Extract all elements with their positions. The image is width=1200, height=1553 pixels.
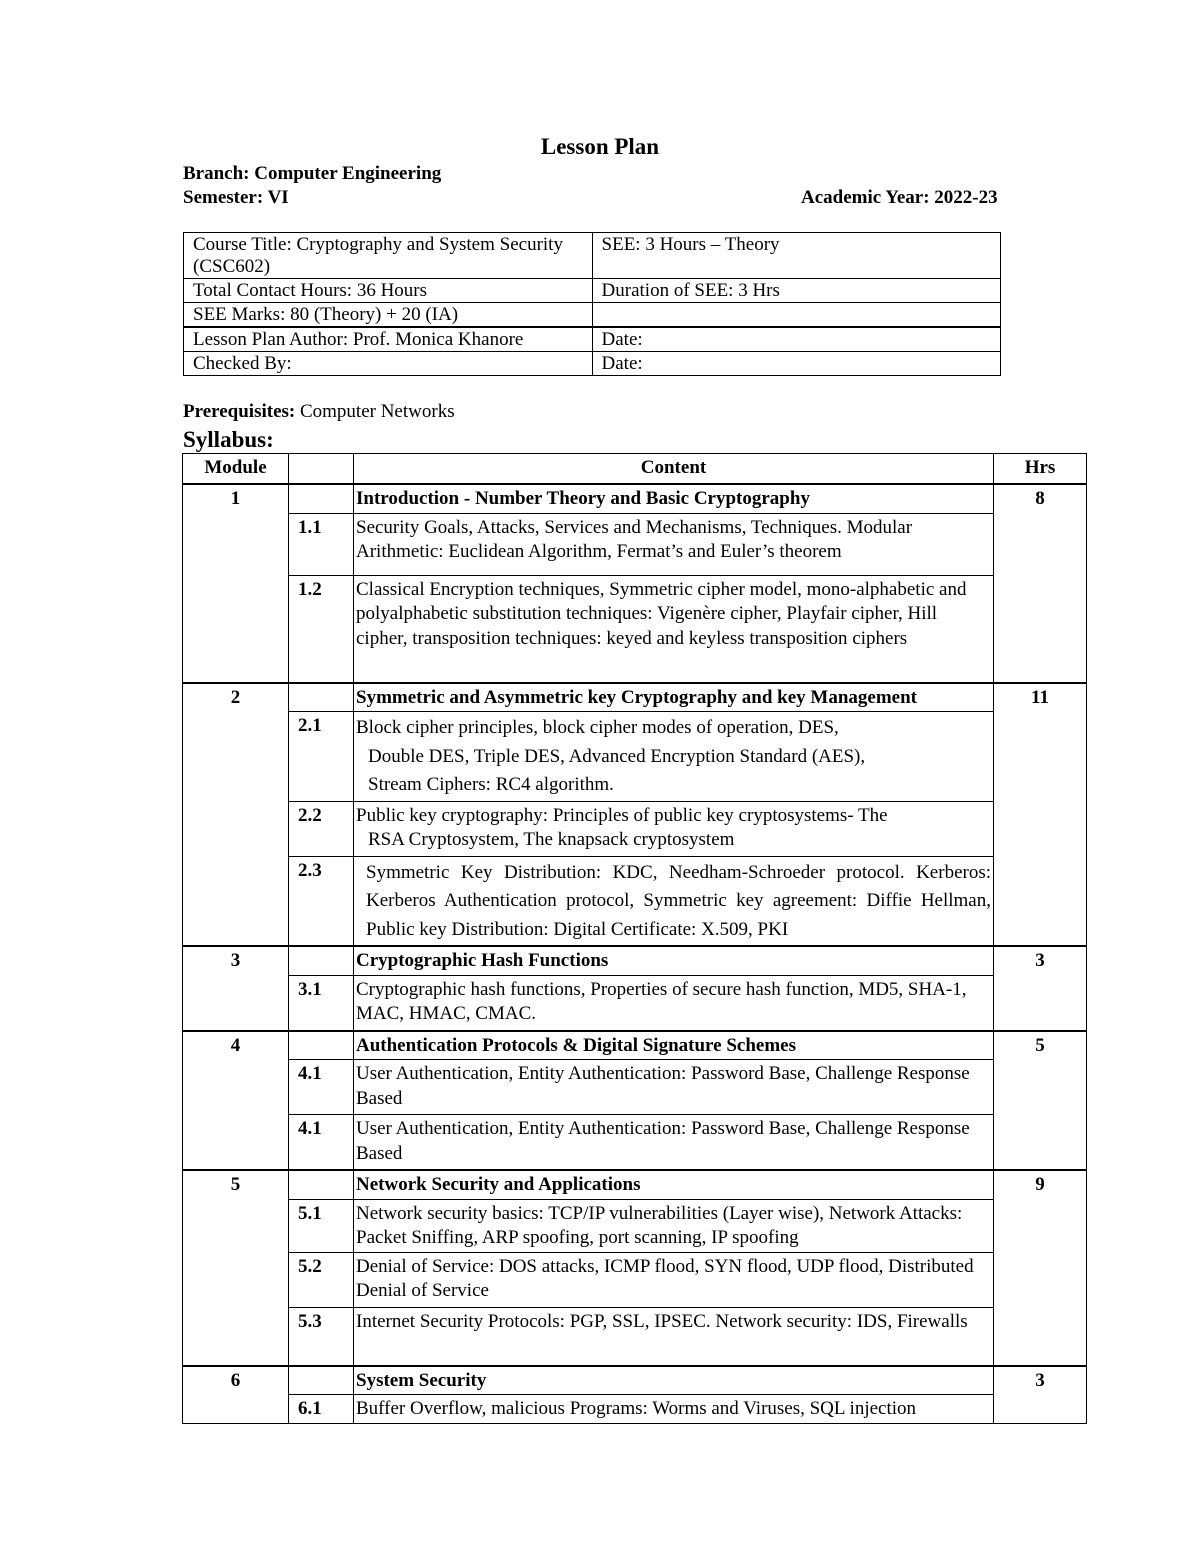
- syllabus-heading: Syllabus:: [183, 427, 274, 452]
- empty-cell: [592, 303, 1000, 328]
- topic-text: User Authentication, Entity Authentication: Password Base, Challenge Response Based: [354, 1115, 994, 1171]
- module-title: Cryptographic Hash Functions: [354, 946, 994, 975]
- topic-line: Stream Ciphers: RC4 algorithm.: [368, 774, 614, 795]
- author-date-cell: Date:: [592, 327, 1000, 352]
- module-title: System Security: [354, 1366, 994, 1395]
- module-number: 2: [183, 683, 289, 947]
- module-hours: 3: [994, 946, 1087, 1031]
- page-title: Lesson Plan: [540, 134, 660, 159]
- topic-text: Buffer Overflow, malicious Programs: Worms and Viruses, SQL injection: [354, 1395, 994, 1424]
- module-hours: 3: [994, 1366, 1087, 1424]
- topic-line: RSA Cryptosystem, The knapsack cryptosystem: [368, 829, 735, 850]
- see-cell: SEE: 3 Hours – Theory: [592, 233, 1000, 279]
- module-number: 6: [183, 1366, 289, 1424]
- duration-cell: Duration of SEE: 3 Hrs: [592, 279, 1000, 303]
- module-number: 4: [183, 1031, 289, 1171]
- topic-text: Classical Encryption techniques, Symmetric cipher model, mono-alphabetic and polyalphabetic substitution techniques: Vigenère cipher, Playfair cipher, Hill cipher, transposition techniques: keyed and keyless transposition ciphers: [354, 575, 994, 683]
- topic-id: 4.1: [289, 1115, 354, 1171]
- topic-line: Double DES, Triple DES, Advanced Encryption Standard (AES),: [368, 745, 866, 767]
- topic-id: 3.1: [289, 975, 354, 1031]
- prerequisites-value: Computer Networks: [295, 401, 455, 422]
- semester-label: Semester: VI: [183, 187, 289, 208]
- module-hours: 11: [994, 683, 1087, 947]
- topic-text: Network security basics: TCP/IP vulnerabilities (Layer wise), Network Attacks: Packet Sniffing, ARP spoofing, port scanning, IP spoofing: [354, 1199, 994, 1252]
- topic-text: Symmetric Key Distribution: KDC, Needham-Schroeder protocol. Kerberos: Kerberos Authentication protocol, Symmetric key agreement: Diffie Hellman, Public key Distribution: Digital Certificate: X.509, PKI: [354, 856, 994, 946]
- topic-id: 1.1: [289, 513, 354, 575]
- module-title: Network Security and Applications: [354, 1170, 994, 1199]
- topic-text: User Authentication, Entity Authentication: Password Base, Challenge Response Based: [354, 1060, 994, 1115]
- course-info-table: [183, 232, 1001, 376]
- module-hours: 5: [994, 1031, 1087, 1171]
- prerequisites: [183, 401, 455, 423]
- syllabus-table: [182, 453, 1087, 1424]
- topic-text: Internet Security Protocols: PGP, SSL, IPSEC. Network security: IDS, Firewalls: [354, 1307, 994, 1366]
- module-number: 3: [183, 946, 289, 1031]
- topic-line: Block cipher principles, block cipher modes of operation, DES,: [356, 717, 839, 738]
- module-title: Authentication Protocols & Digital Signature Schemes: [354, 1031, 994, 1060]
- topic-id: 2.1: [289, 712, 354, 802]
- prerequisites-label: Prerequisites:: [183, 401, 296, 422]
- col-header-hrs: Hrs: [994, 454, 1087, 485]
- branch-label: Branch: Computer Engineering: [183, 163, 442, 184]
- module-title: Introduction - Number Theory and Basic Cryptography: [354, 484, 994, 513]
- academic-year-label: Academic Year: 2022-23: [801, 187, 998, 208]
- see-marks-cell: SEE Marks: 80 (Theory) + 20 (IA): [184, 303, 593, 328]
- course-title-cell: Course Title: Cryptography and System Security (CSC602): [184, 233, 593, 279]
- topic-id: 2.2: [289, 801, 354, 856]
- topic-id: 5.1: [289, 1199, 354, 1252]
- checked-date-cell: Date:: [592, 352, 1000, 376]
- contact-hours-cell: Total Contact Hours: 36 Hours: [184, 279, 593, 303]
- checked-by-cell: Checked By:: [184, 352, 593, 376]
- col-header-sub: [289, 454, 354, 485]
- topic-id: 1.2: [289, 575, 354, 683]
- topic-text: Cryptographic hash functions, Properties of secure hash function, MD5, SHA-1, MAC, HMAC, CMAC.: [354, 975, 994, 1031]
- col-header-module: Module: [183, 454, 289, 485]
- topic-text: Denial of Service: DOS attacks, ICMP flood, SYN flood, UDP flood, Distributed Denial of Service: [354, 1252, 994, 1307]
- topic-id: 6.1: [289, 1395, 354, 1424]
- module-title: Symmetric and Asymmetric key Cryptography and key Management: [354, 683, 994, 712]
- topic-id: 5.2: [289, 1252, 354, 1307]
- module-number: 5: [183, 1170, 289, 1366]
- topic-text: [354, 712, 994, 802]
- module-hours: 8: [994, 484, 1087, 683]
- module-number: 1: [183, 484, 289, 683]
- topic-id: 5.3: [289, 1307, 354, 1366]
- topic-id: 2.3: [289, 856, 354, 946]
- module-hours: 9: [994, 1170, 1087, 1366]
- topic-id: 4.1: [289, 1060, 354, 1115]
- topic-line: Public key cryptography: Principles of public key cryptosystems- The: [356, 804, 888, 826]
- author-cell: Lesson Plan Author: Prof. Monica Khanore: [184, 327, 593, 352]
- col-header-content: Content: [354, 454, 994, 485]
- topic-text: Security Goals, Attacks, Services and Mechanisms, Techniques. Modular Arithmetic: Euclidean Algorithm, Fermat’s and Euler’s theorem: [354, 513, 994, 575]
- topic-text: [354, 801, 994, 856]
